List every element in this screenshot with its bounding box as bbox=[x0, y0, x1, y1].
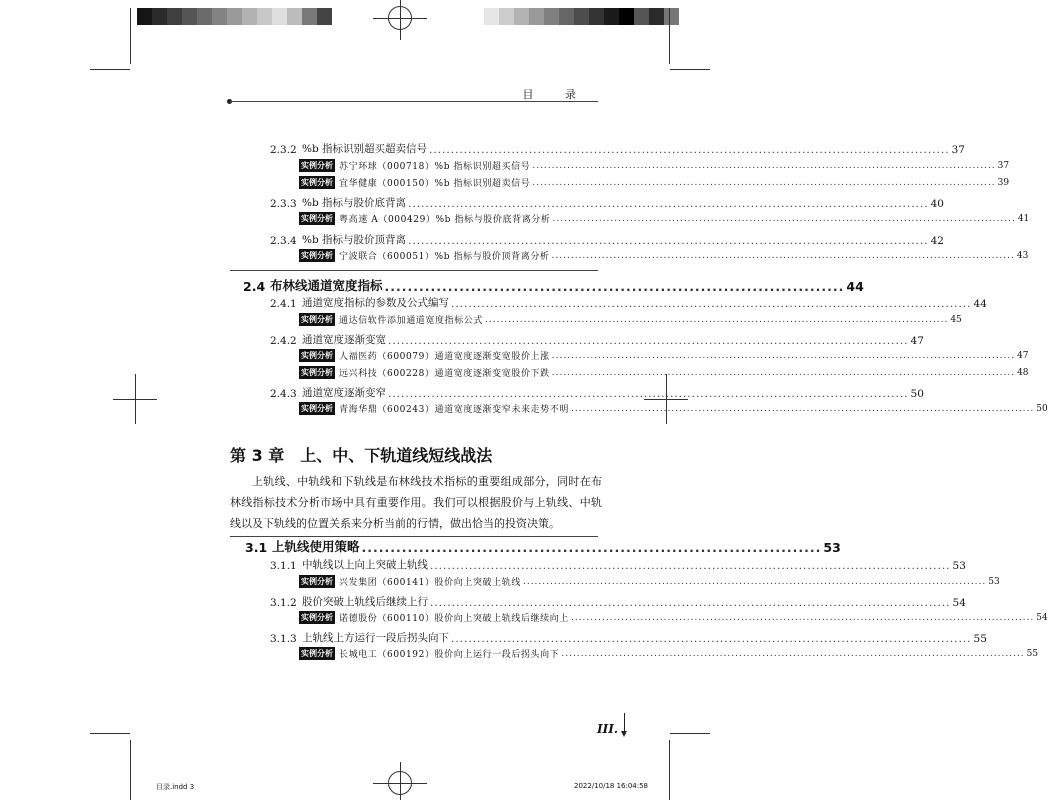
toc-subsection[interactable] bbox=[270, 557, 966, 572]
leader-dots: ........................................................................................................................ bbox=[532, 160, 996, 171]
subsection-title: 通道宽度指标的参数及公式编写 bbox=[302, 297, 449, 309]
calibration-swatch bbox=[649, 8, 664, 25]
page-arrow-head bbox=[621, 731, 627, 737]
page-number: 44 bbox=[973, 298, 987, 310]
calibration-swatch bbox=[182, 8, 197, 25]
page-numeral: III. bbox=[597, 722, 619, 736]
header-rule bbox=[230, 101, 598, 102]
toc-case-study[interactable] bbox=[299, 159, 1010, 172]
leader-dots: ........................................................................................................................ bbox=[408, 198, 929, 210]
calibration-swatch bbox=[272, 8, 287, 25]
subsection-title: 中轨线以上向上突破上轨线 bbox=[302, 559, 428, 571]
calibration-swatch bbox=[559, 8, 574, 25]
crop-mark bbox=[670, 733, 710, 734]
leader-dots: ........................................................................................................................ bbox=[551, 250, 1015, 261]
subsection-number: 2.3.2 bbox=[270, 144, 297, 156]
toc-subsection[interactable] bbox=[270, 232, 944, 247]
page-number: 37 bbox=[951, 144, 965, 156]
subsection-title: %b 指标识别超买超卖信号 bbox=[302, 143, 428, 155]
leader-dots: ........................................................................................................................ bbox=[551, 367, 1016, 378]
case-study-tag: 实例分析 bbox=[301, 613, 333, 622]
leader-dots: ........................................................................................................................ bbox=[551, 350, 1016, 361]
case-study-title: 宜华健康（000150）%b 指标识别超卖信号 bbox=[339, 179, 531, 189]
subsection-number: 3.1.1 bbox=[270, 560, 297, 572]
calibration-swatch bbox=[619, 8, 634, 25]
crop-mark bbox=[669, 740, 670, 800]
chapter-title: 上、中、下轨道线短线战法 bbox=[300, 446, 493, 465]
leader-dots: ........................................................................................................................ bbox=[451, 298, 972, 310]
chapter-heading bbox=[230, 443, 492, 466]
toc-case-study[interactable] bbox=[299, 575, 1000, 588]
toc-case-study[interactable] bbox=[299, 366, 1029, 379]
crop-mark bbox=[130, 740, 131, 800]
leader-dots: ........................................................................................................................ bbox=[522, 576, 987, 587]
case-study-title: 宁波联合（600051）%b 指标与股价顶背离分析 bbox=[339, 252, 550, 262]
leader-dots: ................................................................................ bbox=[361, 540, 822, 555]
page-number: 53 bbox=[952, 560, 966, 572]
case-study-title: 诺德股份（600110）股价向上突破上轨线后继续向上 bbox=[339, 614, 569, 624]
leader-dots: ........................................................................................................................ bbox=[388, 388, 909, 400]
case-study-title: 长城电工（600192）股价向上运行一段后拐头向下 bbox=[339, 650, 560, 660]
subsection-title: 股价突破上轨线后继续上行 bbox=[302, 596, 428, 608]
toc-subsection[interactable] bbox=[270, 594, 966, 609]
calibration-swatch bbox=[212, 8, 227, 25]
subsection-number: 2.4.2 bbox=[270, 335, 297, 347]
case-study-title: 兴发集团（600141）股价向上突破上轨线 bbox=[339, 578, 521, 588]
page-number: 45 bbox=[950, 314, 962, 325]
calibration-swatch bbox=[137, 8, 152, 25]
case-study-tag: 实例分析 bbox=[301, 315, 333, 324]
crop-mark bbox=[669, 8, 670, 64]
crop-mark bbox=[130, 8, 131, 64]
chapter-intro-paragraph: 上轨线、中轨线和下轨线是布林线技术指标的重要组成部分，同时在布林线指标技术分析市场中具有重要作用。我们可以根据股价与上轨线、中轨线以及下轨线的位置关系来分析当前的行情，做出恰当的投资决策。 bbox=[230, 475, 602, 530]
toc-case-study[interactable] bbox=[299, 611, 1048, 624]
leader-dots: ........................................................................................................................ bbox=[561, 648, 1025, 659]
calibration-swatch bbox=[484, 8, 499, 25]
case-study-tag: 实例分析 bbox=[301, 251, 333, 260]
case-study-title: 粤高速 A（000429）%b 指标与股价底背离分析 bbox=[339, 215, 551, 225]
subsection-title: %b 指标与股价顶背离 bbox=[302, 234, 407, 246]
page-number: 42 bbox=[930, 235, 944, 247]
page-number: 50 bbox=[1036, 403, 1048, 414]
calibration-swatch bbox=[604, 8, 619, 25]
leader-dots: ........................................................................................................................ bbox=[485, 314, 949, 325]
calibration-swatch bbox=[257, 8, 272, 25]
case-study-title: 远兴科技（600228）通道宽度逐渐变宽股价下跌 bbox=[339, 369, 550, 379]
toc-case-study[interactable] bbox=[299, 249, 1029, 262]
leader-dots: ........................................................................................................................ bbox=[388, 335, 909, 347]
case-study-title: 人福医药（600079）通道宽度逐渐变宽股价上涨 bbox=[339, 352, 550, 362]
color-calibration-bar-left bbox=[137, 8, 332, 25]
case-study-tag: 实例分析 bbox=[301, 161, 333, 170]
page-number: 48 bbox=[1017, 367, 1029, 378]
leader-dots: ........................................................................................................................ bbox=[451, 633, 972, 645]
calibration-swatch bbox=[317, 8, 332, 25]
calibration-swatch bbox=[499, 8, 514, 25]
registration-mark bbox=[135, 374, 136, 424]
leader-dots: ........................................................................................................................ bbox=[552, 213, 1016, 224]
subsection-number: 2.4.3 bbox=[270, 388, 297, 400]
calibration-swatch bbox=[589, 8, 604, 25]
calibration-swatch bbox=[197, 8, 212, 25]
leader-dots: ........................................................................................................................ bbox=[430, 560, 951, 572]
case-study-tag: 实例分析 bbox=[301, 351, 333, 360]
toc-case-study[interactable] bbox=[299, 212, 1030, 225]
calibration-swatch bbox=[302, 8, 317, 25]
toc-subsection[interactable] bbox=[270, 332, 924, 347]
section-title: 上轨线使用策略 bbox=[272, 539, 360, 554]
page-number: 39 bbox=[997, 177, 1010, 188]
leader-dots: ........................................................................................................................ bbox=[429, 144, 950, 156]
print-timestamp: 2022/10/18 16:04:58 bbox=[574, 782, 649, 790]
subsection-number: 2.3.3 bbox=[270, 198, 297, 210]
case-study-title: 青海华鼎（600243）通道宽度逐渐变窄未来走势不明 bbox=[339, 405, 569, 415]
subsection-title: 上轨线上方运行一段后拐头向下 bbox=[302, 632, 449, 644]
page-number: 44 bbox=[846, 279, 864, 294]
page-number: 54 bbox=[952, 597, 966, 609]
color-calibration-bar-right bbox=[484, 8, 679, 25]
leader-dots: ................................................................................ bbox=[384, 279, 845, 294]
calibration-swatch bbox=[574, 8, 589, 25]
toc-section-2-4[interactable] bbox=[243, 276, 864, 294]
calibration-swatch bbox=[544, 8, 559, 25]
section-number: 2.4 bbox=[243, 279, 266, 294]
leader-dots: ........................................................................................................................ bbox=[570, 403, 1035, 414]
subsection-number: 2.3.4 bbox=[270, 235, 297, 247]
toc-subsection[interactable] bbox=[270, 295, 987, 310]
toc-subsection[interactable] bbox=[270, 385, 924, 400]
chapter-number: 第 3 章 bbox=[230, 446, 285, 465]
case-study-tag: 实例分析 bbox=[301, 178, 333, 187]
section-rule bbox=[230, 270, 598, 271]
calibration-swatch bbox=[167, 8, 182, 25]
page-number: 53 bbox=[823, 540, 841, 555]
toc-section-3-1[interactable] bbox=[245, 537, 841, 555]
page-number: 55 bbox=[1026, 648, 1039, 659]
section-title: 布林线通道宽度指标 bbox=[270, 278, 383, 293]
case-study-tag: 实例分析 bbox=[301, 404, 333, 413]
leader-dots: ........................................................................................................................ bbox=[430, 597, 951, 609]
case-study-tag: 实例分析 bbox=[301, 577, 333, 586]
case-study-title: 通达信软件添加通道宽度指标公式 bbox=[339, 316, 484, 326]
calibration-swatch bbox=[664, 8, 679, 25]
section-number: 3.1 bbox=[245, 540, 268, 555]
page-number: 37 bbox=[997, 160, 1010, 171]
toc-case-study[interactable] bbox=[299, 349, 1029, 362]
crop-mark bbox=[670, 69, 710, 70]
calibration-swatch bbox=[514, 8, 529, 25]
page-number: 43 bbox=[1016, 250, 1029, 261]
subsection-title: 通道宽度逐渐变窄 bbox=[302, 387, 386, 399]
subsection-title: 通道宽度逐渐变宽 bbox=[302, 334, 386, 346]
page-number: 55 bbox=[973, 633, 987, 645]
registration-circle bbox=[388, 771, 412, 795]
calibration-swatch bbox=[227, 8, 242, 25]
toc-subsection[interactable] bbox=[270, 195, 944, 210]
running-header: 目 录 bbox=[522, 88, 590, 101]
toc-case-study[interactable] bbox=[299, 647, 1039, 660]
page-number: 53 bbox=[988, 576, 1000, 587]
leader-dots: ........................................................................................................................ bbox=[408, 235, 929, 247]
page-number: 47 bbox=[1017, 350, 1029, 361]
calibration-swatch bbox=[529, 8, 544, 25]
print-file-name: 目录.indd 3 bbox=[156, 783, 195, 791]
calibration-swatch bbox=[242, 8, 257, 25]
subsection-number: 3.1.2 bbox=[270, 597, 297, 609]
toc-case-study[interactable] bbox=[299, 402, 1048, 415]
crop-mark bbox=[90, 733, 130, 734]
page-number: 47 bbox=[910, 335, 924, 347]
subsection-number: 3.1.3 bbox=[270, 633, 297, 645]
leader-dots: ........................................................................................................................ bbox=[532, 177, 996, 188]
calibration-swatch bbox=[287, 8, 302, 25]
case-study-tag: 实例分析 bbox=[301, 368, 333, 377]
toc-subsection[interactable] bbox=[270, 630, 987, 645]
page-number: 50 bbox=[910, 388, 924, 400]
page-number: 54 bbox=[1036, 612, 1048, 623]
toc-case-study[interactable] bbox=[299, 313, 962, 326]
toc-case-study[interactable] bbox=[299, 176, 1010, 189]
case-study-tag: 实例分析 bbox=[301, 649, 333, 658]
page-number: 40 bbox=[930, 198, 944, 210]
subsection-title: %b 指标与股价底背离 bbox=[302, 197, 407, 209]
calibration-swatch bbox=[152, 8, 167, 25]
subsection-number: 2.4.1 bbox=[270, 298, 297, 310]
case-study-title: 苏宁环球（000718）%b 指标识别超买信号 bbox=[339, 162, 531, 172]
leader-dots: ........................................................................................................................ bbox=[570, 612, 1035, 623]
page-number: 41 bbox=[1017, 213, 1030, 224]
registration-circle bbox=[388, 6, 412, 30]
calibration-swatch bbox=[634, 8, 649, 25]
crop-mark bbox=[90, 69, 130, 70]
toc-subsection[interactable] bbox=[270, 141, 965, 156]
case-study-tag: 实例分析 bbox=[301, 214, 333, 223]
